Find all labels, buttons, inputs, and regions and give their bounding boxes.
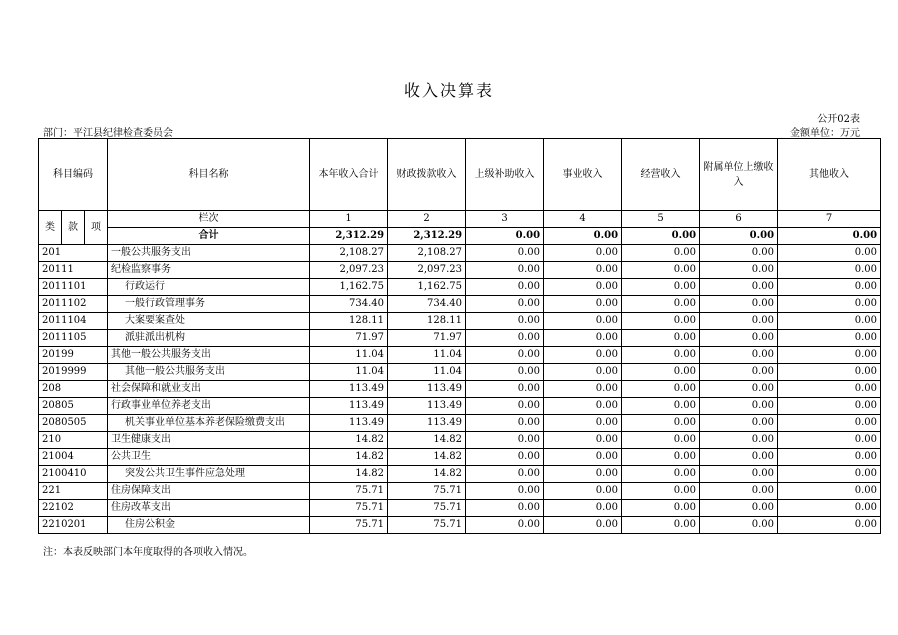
row-name: 行政事业单位养老支出 bbox=[108, 398, 310, 415]
table-row bbox=[39, 432, 881, 449]
row-value: 0.00 bbox=[466, 296, 544, 313]
row-value: 0.00 bbox=[466, 262, 544, 279]
total-value: 0.00 bbox=[622, 228, 700, 245]
table-row bbox=[39, 517, 881, 534]
row-value: 0.00 bbox=[700, 432, 778, 449]
row-value: 0.00 bbox=[700, 262, 778, 279]
column-number-row bbox=[39, 211, 881, 228]
row-code: 210 bbox=[39, 432, 108, 449]
row-name: 其他一般公共服务支出 bbox=[108, 364, 310, 381]
row-value: 0.00 bbox=[544, 432, 622, 449]
total-value: 0.00 bbox=[700, 228, 778, 245]
department-label: 部门：平江县纪律检查委员会 bbox=[43, 128, 173, 139]
row-code: 2011102 bbox=[39, 296, 108, 313]
row-value: 11.04 bbox=[388, 347, 466, 364]
row-value: 0.00 bbox=[778, 245, 881, 262]
row-value: 0.00 bbox=[778, 381, 881, 398]
table-row bbox=[39, 347, 881, 364]
table-row bbox=[39, 466, 881, 483]
total-value: 2,312.29 bbox=[310, 228, 388, 245]
row-value: 11.04 bbox=[388, 364, 466, 381]
row-value: 0.00 bbox=[466, 500, 544, 517]
row-value: 0.00 bbox=[466, 517, 544, 534]
header-total: 本年收入合计 bbox=[310, 139, 388, 211]
row-value: 0.00 bbox=[622, 517, 700, 534]
row-value: 1,162.75 bbox=[388, 279, 466, 296]
row-value: 14.82 bbox=[388, 432, 466, 449]
row-value: 0.00 bbox=[466, 398, 544, 415]
row-value: 1,162.75 bbox=[310, 279, 388, 296]
page-title: 收入决算表 bbox=[403, 81, 494, 100]
row-value: 0.00 bbox=[466, 245, 544, 262]
row-value: 0.00 bbox=[778, 398, 881, 415]
row-value: 113.49 bbox=[310, 381, 388, 398]
row-value: 0.00 bbox=[544, 245, 622, 262]
col-num: 6 bbox=[700, 211, 778, 228]
row-value: 0.00 bbox=[778, 415, 881, 432]
row-code: 20199 bbox=[39, 347, 108, 364]
row-code: 221 bbox=[39, 483, 108, 500]
row-name: 突发公共卫生事件应急处理 bbox=[108, 466, 310, 483]
row-code: 2011101 bbox=[39, 279, 108, 296]
row-value: 0.00 bbox=[622, 347, 700, 364]
row-value: 0.00 bbox=[466, 347, 544, 364]
row-value: 0.00 bbox=[622, 330, 700, 347]
row-code: 2019999 bbox=[39, 364, 108, 381]
row-value: 0.00 bbox=[778, 330, 881, 347]
row-name: 一般公共服务支出 bbox=[108, 245, 310, 262]
table-row bbox=[39, 279, 881, 296]
row-value: 0.00 bbox=[544, 313, 622, 330]
row-value: 0.00 bbox=[544, 347, 622, 364]
row-value: 0.00 bbox=[466, 279, 544, 296]
total-value: 0.00 bbox=[778, 228, 881, 245]
row-value: 2,108.27 bbox=[388, 245, 466, 262]
row-name: 其他一般公共服务支出 bbox=[108, 347, 310, 364]
row-value: 0.00 bbox=[700, 330, 778, 347]
table-row bbox=[39, 483, 881, 500]
row-value: 0.00 bbox=[700, 483, 778, 500]
row-value: 0.00 bbox=[700, 449, 778, 466]
row-value: 0.00 bbox=[544, 398, 622, 415]
table-row bbox=[39, 245, 881, 262]
row-value: 0.00 bbox=[778, 364, 881, 381]
row-name: 派驻派出机构 bbox=[108, 330, 310, 347]
row-value: 14.82 bbox=[310, 466, 388, 483]
row-value: 0.00 bbox=[778, 466, 881, 483]
row-name: 住房改革支出 bbox=[108, 500, 310, 517]
row-value: 0.00 bbox=[622, 483, 700, 500]
row-code: 208 bbox=[39, 381, 108, 398]
row-value: 0.00 bbox=[544, 296, 622, 313]
row-value: 11.04 bbox=[310, 347, 388, 364]
income-table bbox=[38, 138, 881, 534]
table-row bbox=[39, 398, 881, 415]
row-value: 2,108.27 bbox=[310, 245, 388, 262]
row-value: 0.00 bbox=[700, 500, 778, 517]
row-value: 0.00 bbox=[700, 398, 778, 415]
row-code: 2011105 bbox=[39, 330, 108, 347]
row-value: 0.00 bbox=[778, 449, 881, 466]
row-value: 0.00 bbox=[466, 364, 544, 381]
row-value: 0.00 bbox=[622, 296, 700, 313]
row-value: 0.00 bbox=[622, 466, 700, 483]
total-value: 2,312.29 bbox=[388, 228, 466, 245]
row-value: 128.11 bbox=[310, 313, 388, 330]
table-row bbox=[39, 381, 881, 398]
table-row bbox=[39, 415, 881, 432]
row-value: 0.00 bbox=[622, 245, 700, 262]
row-value: 0.00 bbox=[544, 262, 622, 279]
table-row bbox=[39, 296, 881, 313]
row-value: 14.82 bbox=[388, 466, 466, 483]
row-name: 公共卫生 bbox=[108, 449, 310, 466]
row-code: 2100410 bbox=[39, 466, 108, 483]
col-num: 2 bbox=[388, 211, 466, 228]
row-value: 0.00 bbox=[700, 313, 778, 330]
row-value: 0.00 bbox=[700, 364, 778, 381]
row-value: 0.00 bbox=[544, 330, 622, 347]
row-value: 75.71 bbox=[388, 517, 466, 534]
row-name: 一般行政管理事务 bbox=[108, 296, 310, 313]
table-row bbox=[39, 449, 881, 466]
table-row bbox=[39, 500, 881, 517]
row-value: 0.00 bbox=[544, 466, 622, 483]
row-value: 0.00 bbox=[778, 296, 881, 313]
unit-label: 金额单位：万元 bbox=[790, 128, 860, 139]
row-value: 0.00 bbox=[622, 449, 700, 466]
row-value: 0.00 bbox=[622, 432, 700, 449]
row-value: 0.00 bbox=[466, 432, 544, 449]
row-value: 0.00 bbox=[622, 279, 700, 296]
header-lanci: 栏次 bbox=[108, 211, 310, 228]
col-num: 3 bbox=[466, 211, 544, 228]
row-value: 0.00 bbox=[466, 415, 544, 432]
row-value: 0.00 bbox=[466, 381, 544, 398]
col-num: 5 bbox=[622, 211, 700, 228]
row-code: 20111 bbox=[39, 262, 108, 279]
row-value: 0.00 bbox=[778, 313, 881, 330]
row-value: 0.00 bbox=[544, 449, 622, 466]
header-row bbox=[39, 139, 881, 211]
row-value: 0.00 bbox=[778, 347, 881, 364]
row-value: 71.97 bbox=[310, 330, 388, 347]
row-value: 0.00 bbox=[466, 483, 544, 500]
form-number: 公开02表 bbox=[817, 114, 860, 125]
row-value: 11.04 bbox=[310, 364, 388, 381]
header-xiang: 项 bbox=[85, 211, 108, 245]
row-value: 0.00 bbox=[778, 500, 881, 517]
row-value: 0.00 bbox=[544, 364, 622, 381]
row-code: 2011104 bbox=[39, 313, 108, 330]
header-other: 其他收入 bbox=[778, 139, 881, 211]
col-num: 7 bbox=[778, 211, 881, 228]
row-value: 0.00 bbox=[778, 483, 881, 500]
row-value: 0.00 bbox=[544, 483, 622, 500]
row-value: 0.00 bbox=[700, 245, 778, 262]
row-code: 2080505 bbox=[39, 415, 108, 432]
row-value: 0.00 bbox=[700, 347, 778, 364]
row-value: 0.00 bbox=[622, 500, 700, 517]
header-kuan: 款 bbox=[62, 211, 85, 245]
col-num: 1 bbox=[310, 211, 388, 228]
table-row bbox=[39, 262, 881, 279]
row-value: 0.00 bbox=[622, 415, 700, 432]
row-value: 113.49 bbox=[310, 398, 388, 415]
row-value: 0.00 bbox=[778, 432, 881, 449]
row-value: 0.00 bbox=[466, 449, 544, 466]
total-row bbox=[39, 228, 881, 245]
row-value: 2,097.23 bbox=[310, 262, 388, 279]
header-business: 事业收入 bbox=[544, 139, 622, 211]
row-value: 0.00 bbox=[544, 415, 622, 432]
row-value: 0.00 bbox=[778, 517, 881, 534]
row-code: 2210201 bbox=[39, 517, 108, 534]
row-value: 0.00 bbox=[544, 500, 622, 517]
row-value: 75.71 bbox=[310, 517, 388, 534]
total-value: 0.00 bbox=[466, 228, 544, 245]
row-value: 0.00 bbox=[622, 262, 700, 279]
header-name: 科目名称 bbox=[108, 139, 310, 211]
row-value: 2,097.23 bbox=[388, 262, 466, 279]
row-value: 0.00 bbox=[466, 466, 544, 483]
col-num: 4 bbox=[544, 211, 622, 228]
row-value: 113.49 bbox=[388, 415, 466, 432]
row-name: 卫生健康支出 bbox=[108, 432, 310, 449]
row-value: 0.00 bbox=[700, 517, 778, 534]
table-row bbox=[39, 313, 881, 330]
header-operating: 经营收入 bbox=[622, 139, 700, 211]
row-code: 22102 bbox=[39, 500, 108, 517]
row-name: 大案要案查处 bbox=[108, 313, 310, 330]
row-value: 0.00 bbox=[544, 517, 622, 534]
row-name: 纪检监察事务 bbox=[108, 262, 310, 279]
row-value: 0.00 bbox=[700, 279, 778, 296]
header-fiscal: 财政拨款收入 bbox=[388, 139, 466, 211]
header-upper: 上级补助收入 bbox=[466, 139, 544, 211]
row-value: 128.11 bbox=[388, 313, 466, 330]
row-value: 0.00 bbox=[778, 262, 881, 279]
row-value: 0.00 bbox=[778, 279, 881, 296]
row-name: 行政运行 bbox=[108, 279, 310, 296]
table-note: 注：本表反映部门本年度取得的各项收入情况。 bbox=[43, 547, 253, 558]
row-value: 113.49 bbox=[310, 415, 388, 432]
row-value: 734.40 bbox=[388, 296, 466, 313]
row-value: 14.82 bbox=[310, 432, 388, 449]
row-value: 113.49 bbox=[388, 381, 466, 398]
row-name: 住房公积金 bbox=[108, 517, 310, 534]
header-code: 科目编码 bbox=[39, 139, 108, 211]
row-value: 734.40 bbox=[310, 296, 388, 313]
row-value: 75.71 bbox=[388, 500, 466, 517]
row-value: 113.49 bbox=[388, 398, 466, 415]
row-value: 0.00 bbox=[466, 330, 544, 347]
row-name: 机关事业单位基本养老保险缴费支出 bbox=[108, 415, 310, 432]
table-row bbox=[39, 330, 881, 347]
header-lei: 类 bbox=[39, 211, 62, 245]
row-code: 21004 bbox=[39, 449, 108, 466]
row-value: 0.00 bbox=[544, 381, 622, 398]
row-value: 0.00 bbox=[622, 398, 700, 415]
table-row bbox=[39, 364, 881, 381]
row-value: 0.00 bbox=[622, 364, 700, 381]
row-name: 社会保障和就业支出 bbox=[108, 381, 310, 398]
row-code: 20805 bbox=[39, 398, 108, 415]
row-value: 0.00 bbox=[622, 381, 700, 398]
row-value: 0.00 bbox=[622, 313, 700, 330]
row-value: 71.97 bbox=[388, 330, 466, 347]
row-value: 14.82 bbox=[388, 449, 466, 466]
row-value: 75.71 bbox=[310, 483, 388, 500]
row-value: 0.00 bbox=[700, 466, 778, 483]
row-code: 201 bbox=[39, 245, 108, 262]
header-affiliated: 附属单位上缴收入 bbox=[700, 139, 778, 211]
row-value: 0.00 bbox=[544, 279, 622, 296]
row-value: 0.00 bbox=[700, 381, 778, 398]
row-value: 0.00 bbox=[700, 415, 778, 432]
row-value: 0.00 bbox=[700, 296, 778, 313]
row-value: 75.71 bbox=[388, 483, 466, 500]
row-value: 14.82 bbox=[310, 449, 388, 466]
row-value: 75.71 bbox=[310, 500, 388, 517]
row-value: 0.00 bbox=[466, 313, 544, 330]
total-value: 0.00 bbox=[544, 228, 622, 245]
total-label: 合计 bbox=[108, 228, 310, 245]
row-name: 住房保障支出 bbox=[108, 483, 310, 500]
